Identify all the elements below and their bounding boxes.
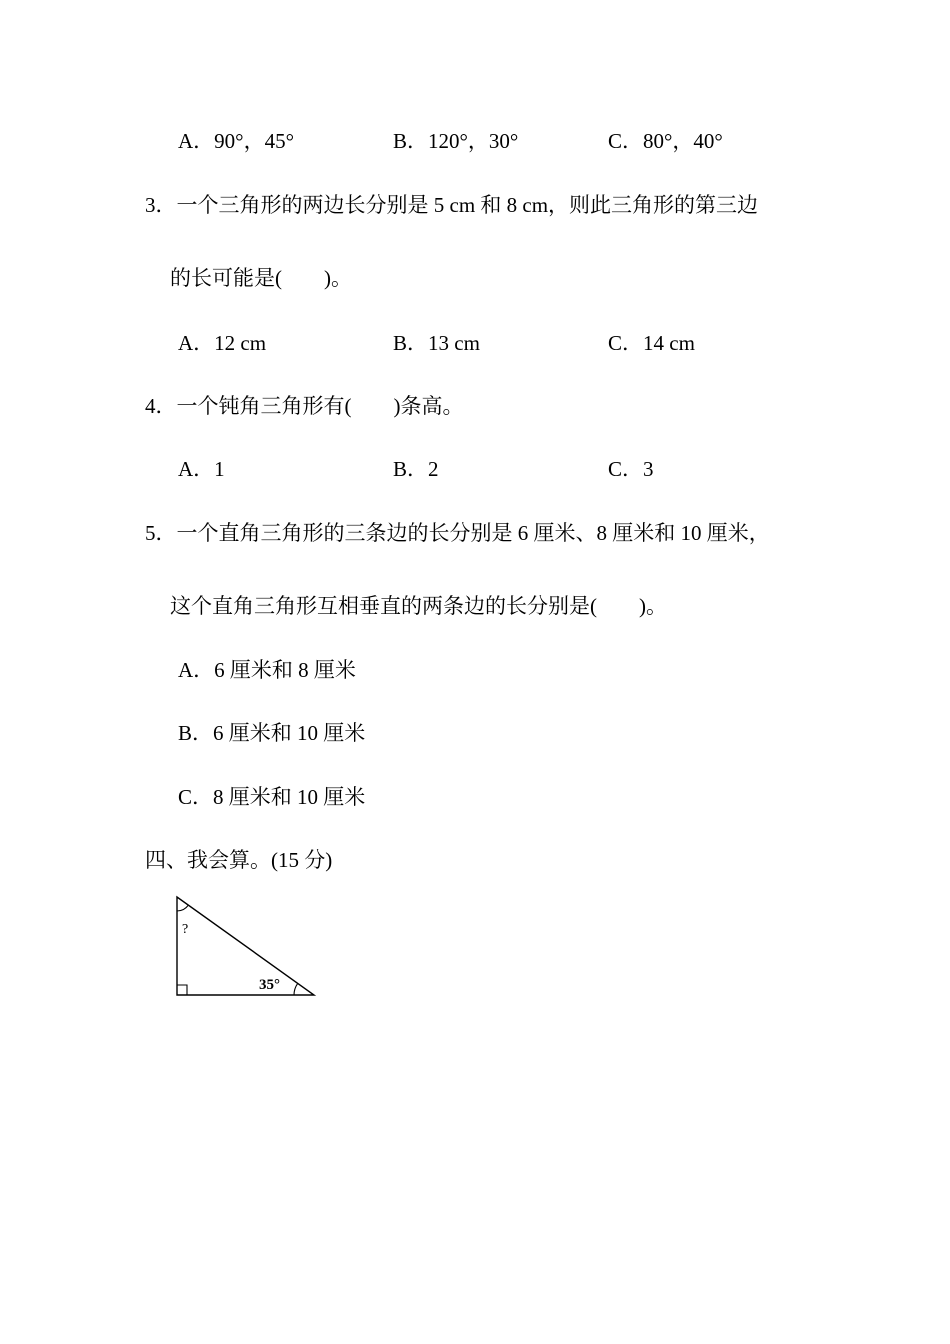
q5-option-b: B．6 厘米和 10 厘米: [178, 721, 366, 745]
q2-option-a: A．90°，45°: [178, 129, 294, 153]
q4-option-c: C．3: [608, 457, 654, 481]
q3-stem-line-2: 的长可能是( )。: [170, 266, 352, 290]
triangle-outline: [177, 897, 314, 995]
unknown-angle-label: ?: [182, 922, 189, 937]
section-4-heading: 四、我会算。(15 分): [145, 848, 333, 872]
q5-option-a: A．6 厘米和 8 厘米: [178, 658, 356, 682]
q3-stem-line-1: 3．一个三角形的两边长分别是 5 cm 和 8 cm，则此三角形的第三边: [145, 193, 759, 217]
right-angle-mark: [177, 985, 187, 995]
q2-option-c: C．80°，40°: [608, 129, 723, 153]
given-angle-label: 35°: [259, 977, 280, 993]
q4-option-a: A．1: [178, 457, 225, 481]
q3-option-b: B．13 cm: [393, 331, 480, 355]
q3-option-c: C．14 cm: [608, 331, 695, 355]
q2-option-b: B．120°，30°: [393, 129, 519, 153]
right-triangle-figure: [170, 890, 320, 1000]
q4-stem: 4．一个钝角三角形有( )条高。: [145, 394, 464, 418]
q5-stem-line-2: 这个直角三角形互相垂直的两条边的长分别是( )。: [170, 594, 667, 618]
q4-option-b: B．2: [393, 457, 439, 481]
q5-option-c: C．8 厘米和 10 厘米: [178, 785, 366, 809]
bottom-right-angle-arc: [294, 983, 298, 995]
top-angle-arc: [177, 905, 188, 911]
q5-stem-line-1: 5．一个直角三角形的三条边的长分别是 6 厘米、8 厘米和 10 厘米，: [145, 521, 770, 545]
q3-option-a: A．12 cm: [178, 331, 267, 355]
